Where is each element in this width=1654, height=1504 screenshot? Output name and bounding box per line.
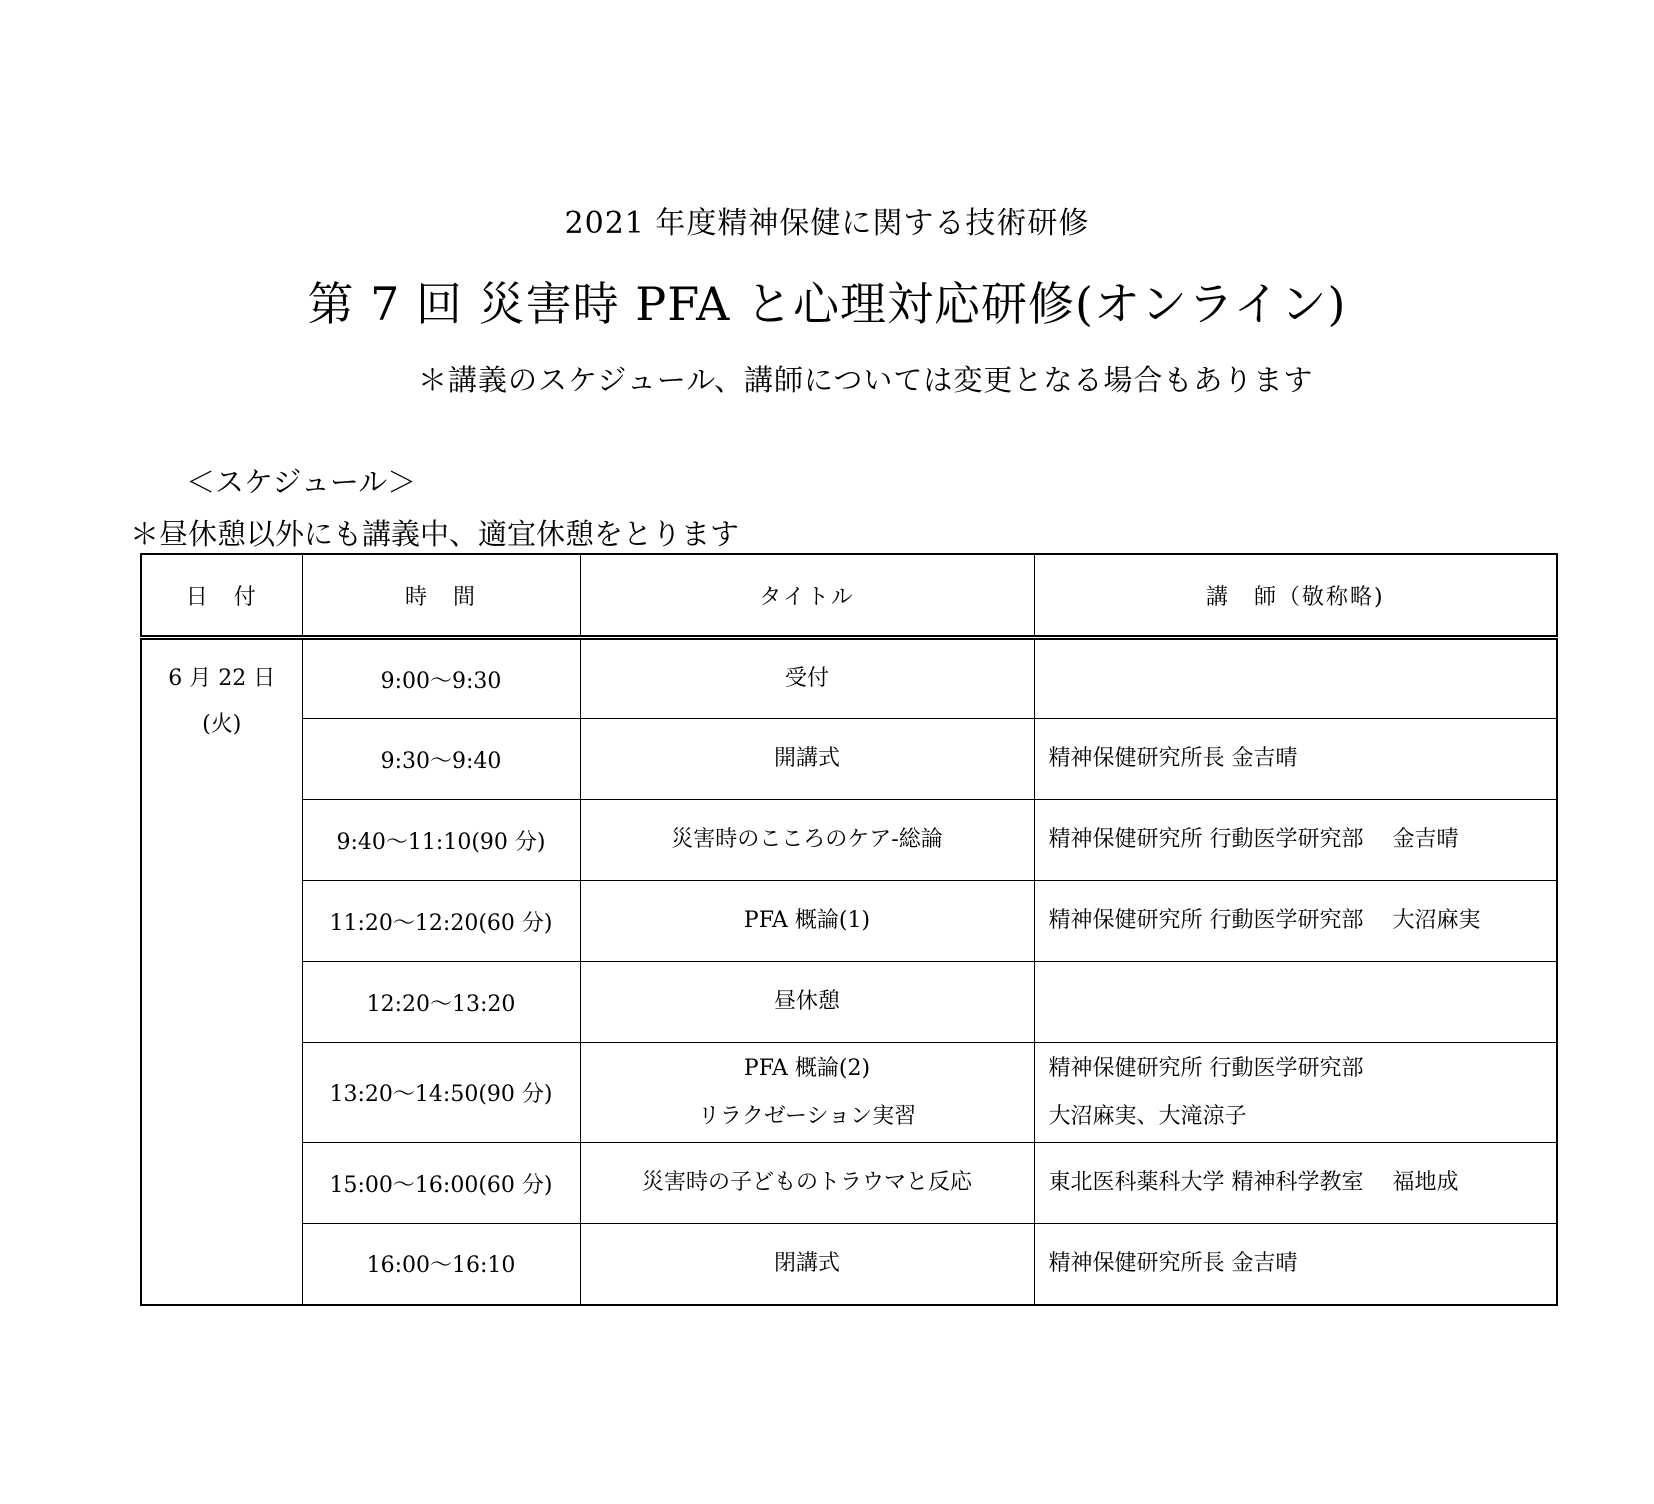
time-cell: 9:00〜9:30 — [302, 638, 580, 719]
document-title: 第 7 回 災害時 PFA と心理対応研修(オンライン) — [307, 277, 1347, 331]
lecturer-cell: 東北医科薬科大学 精神科学教室 福地成 — [1034, 1143, 1557, 1224]
column-header-lecturer: 講 師（敬称略) — [1034, 554, 1557, 638]
lecturer-cell: 精神保健研究所 行動医学研究部 金吉晴 — [1034, 800, 1557, 881]
time-cell: 12:20〜13:20 — [302, 962, 580, 1043]
table-row — [141, 638, 1557, 719]
column-header-date: 日 付 — [141, 554, 302, 638]
schedule-heading: ＜スケジュール＞ — [186, 465, 417, 499]
lecturer-cell: 精神保健研究所長 金吉晴 — [1034, 1224, 1557, 1305]
schedule-table — [140, 553, 1558, 1306]
title-cell: 災害時の子どものトラウマと反応 — [580, 1143, 1034, 1224]
table-row — [141, 962, 1557, 1043]
date-cell — [141, 638, 302, 1305]
table-row — [141, 719, 1557, 800]
time-cell: 15:00〜16:00(60 分) — [302, 1143, 580, 1224]
title-cell: 開講式 — [580, 719, 1034, 800]
lecturer-cell: 精神保健研究所長 金吉晴 — [1034, 719, 1557, 800]
title-cell: 災害時のこころのケア-総論 — [580, 800, 1034, 881]
title-cell: 閉講式 — [580, 1224, 1034, 1305]
lecturer-cell — [1034, 638, 1557, 719]
break-note: ＊昼休憩以外にも講義中、適宜休憩をとります — [130, 517, 740, 551]
title-cell: 昼休憩 — [580, 962, 1034, 1043]
title-cell: PFA 概論(1) — [580, 881, 1034, 962]
time-cell: 11:20〜12:20(60 分) — [302, 881, 580, 962]
schedule-change-note: ＊講義のスケジュール、講師については変更となる場合もあります — [418, 363, 1314, 397]
time-cell: 9:40〜11:10(90 分) — [302, 800, 580, 881]
lecturer-line: 精神保健研究所 行動医学研究部 — [1048, 1055, 1364, 1081]
lecturer-line: 大沼麻実、大滝涼子 — [1048, 1103, 1247, 1129]
title-line: PFA 概論(2) — [743, 1055, 871, 1081]
date-weekday: (火) — [202, 712, 242, 737]
column-header-title: タイトル — [580, 554, 1034, 638]
table-row — [141, 881, 1557, 962]
lecturer-cell — [1034, 962, 1557, 1043]
table-row — [141, 1143, 1557, 1224]
title-cell — [580, 1043, 1034, 1143]
time-cell: 9:30〜9:40 — [302, 719, 580, 800]
table-row — [141, 1043, 1557, 1143]
time-cell: 13:20〜14:50(90 分) — [302, 1043, 580, 1143]
lecturer-cell — [1034, 1043, 1557, 1143]
title-line: リラクゼーション実習 — [697, 1103, 917, 1129]
lecturer-cell: 精神保健研究所 行動医学研究部 大沼麻実 — [1034, 881, 1557, 962]
time-cell: 16:00〜16:10 — [302, 1224, 580, 1305]
table-row — [141, 800, 1557, 881]
date-day: 6 月 22 日 — [168, 666, 276, 691]
title-cell: 受付 — [580, 638, 1034, 719]
table-row — [141, 1224, 1557, 1305]
document-subtitle: 2021 年度精神保健に関する技術研修 — [564, 206, 1090, 241]
column-header-time: 時 間 — [302, 554, 580, 638]
table-header-row — [141, 554, 1557, 638]
